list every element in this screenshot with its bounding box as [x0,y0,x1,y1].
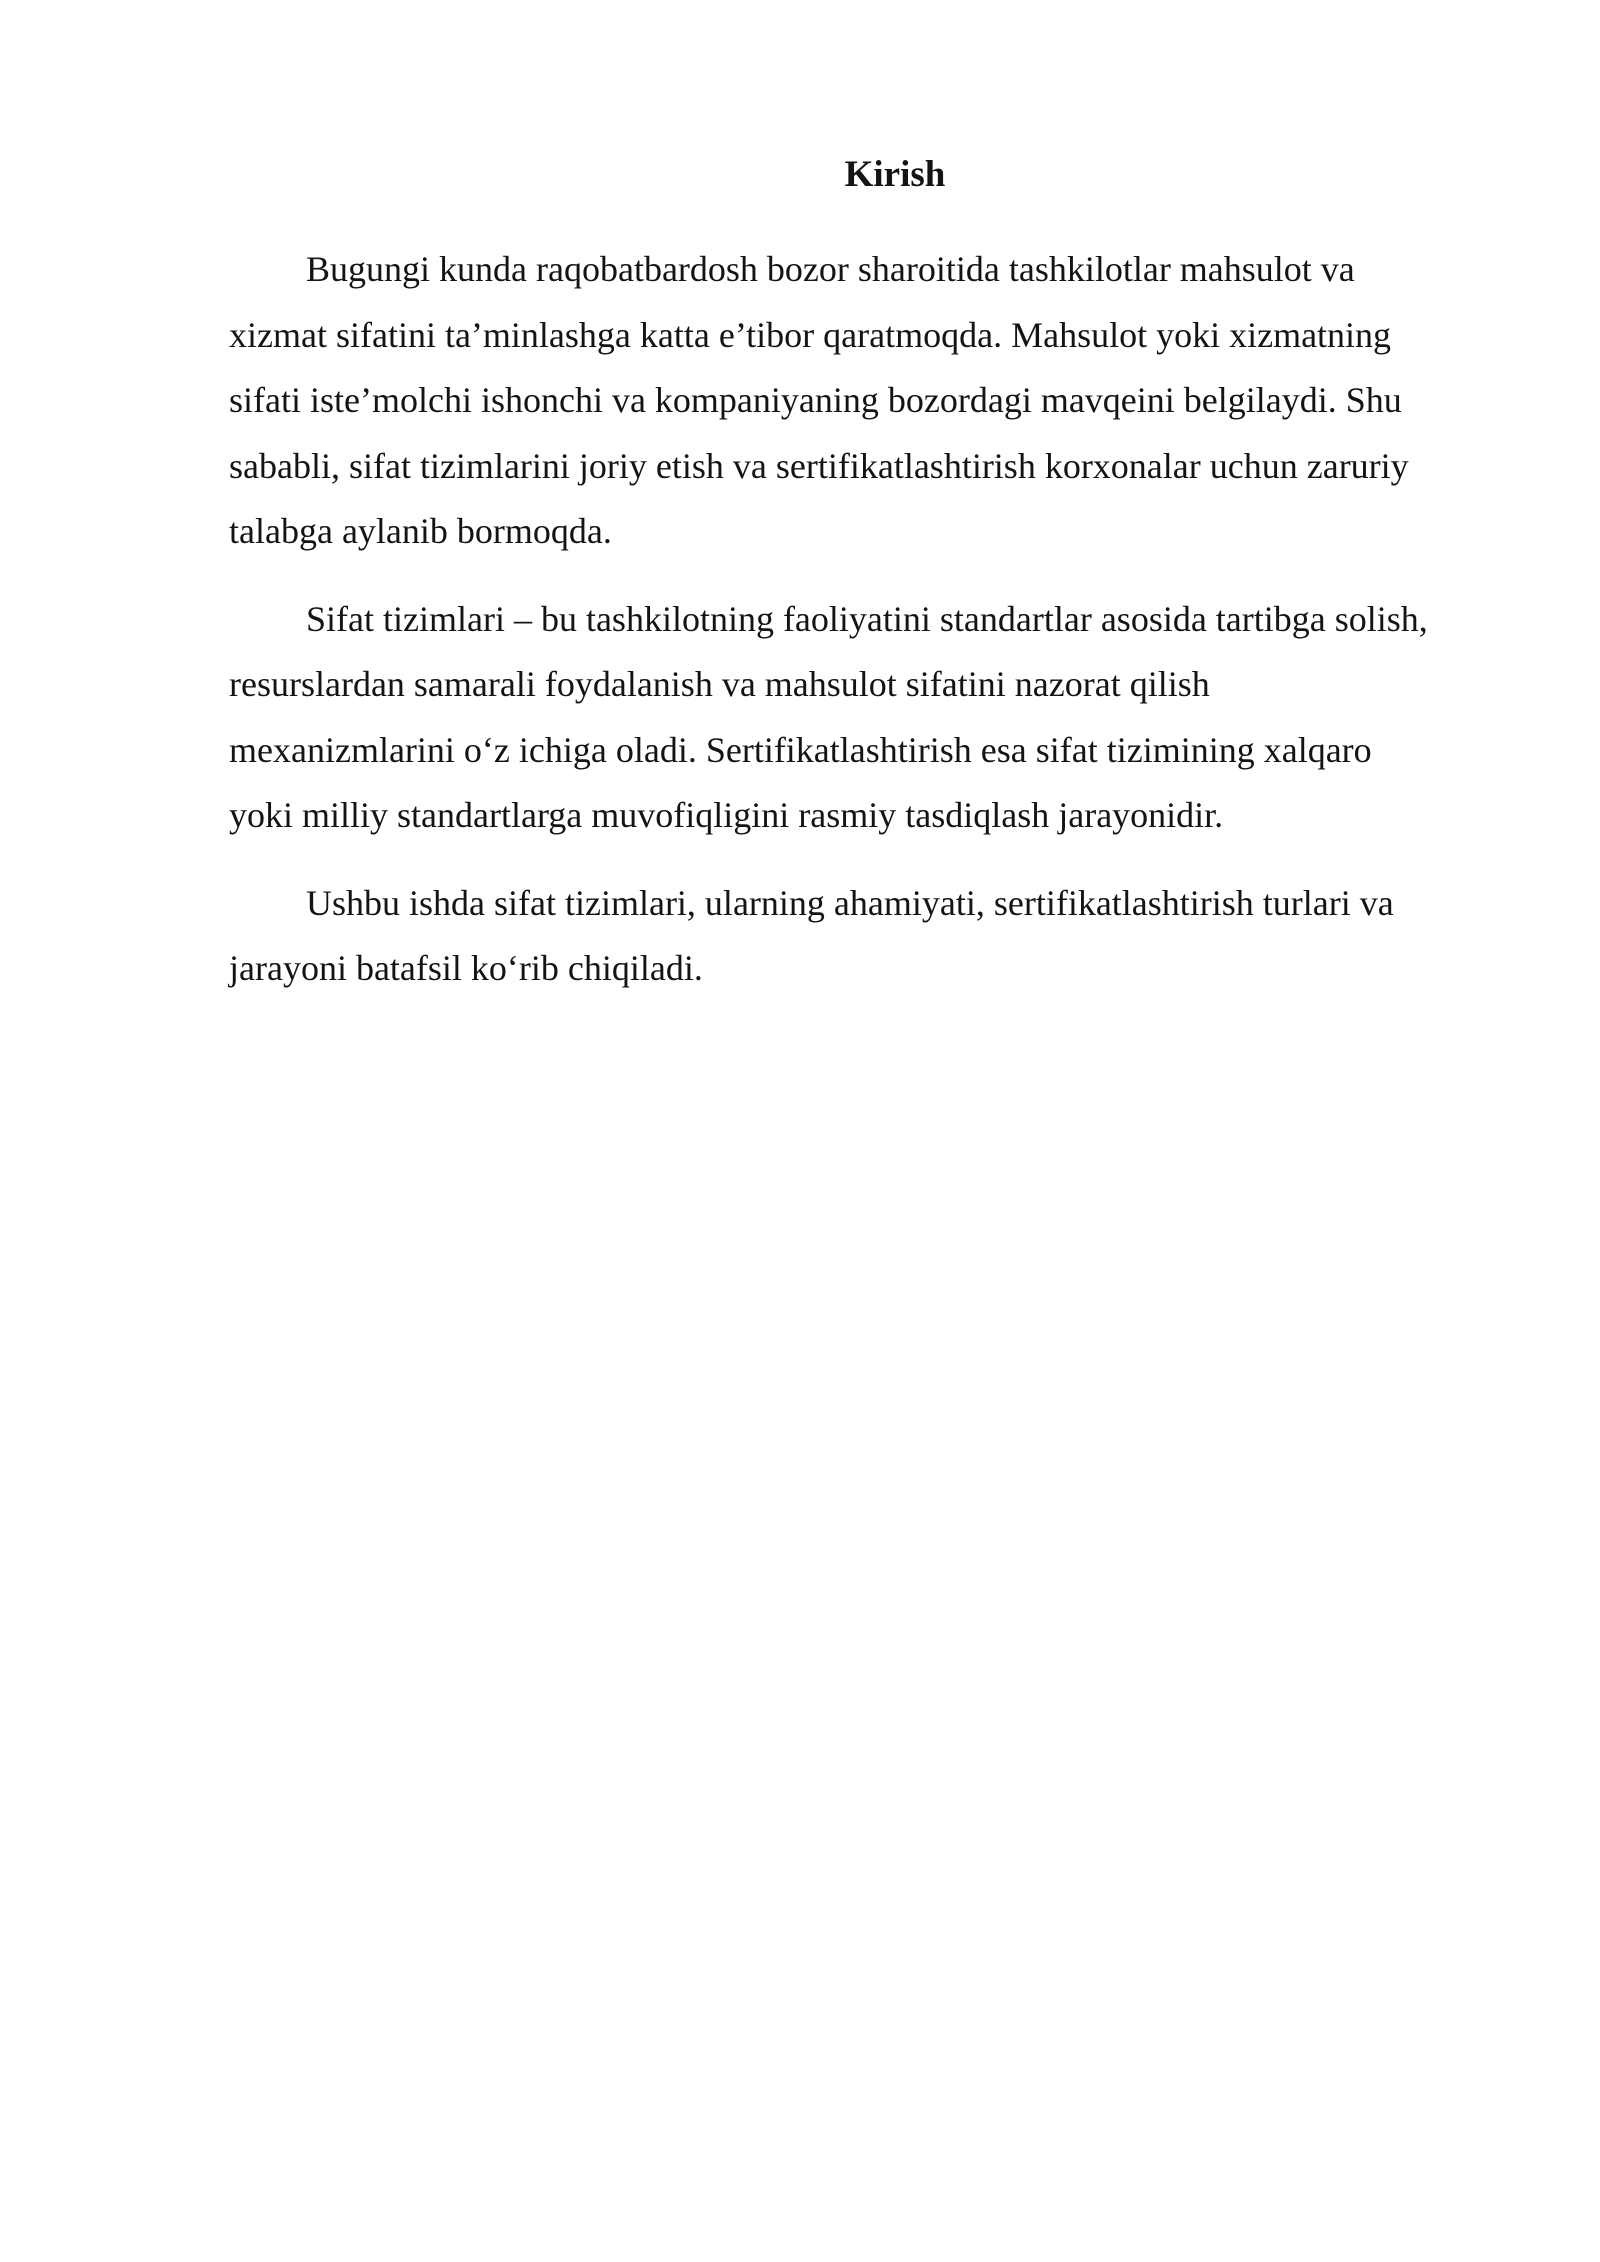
paragraph-line: sifati iste’molchi ishonchi va kompaniyaning bozordagi mavqeini belgilaydi. Shu [229,380,1402,420]
paragraph-line: xizmat sifatini ta’minlashga katta e’tibor qaratmoqda. Mahsulot yoki xizmatning [229,314,1392,355]
paragraph-line: resurslardan samarali foydalanish va mahsulot sifatini nazorat qilish [229,664,1210,704]
section-heading: Kirish [844,154,946,195]
paragraph-line: mexanizmlarini o‘z ichiga oladi. Sertifikatlashtirish esa sifat tizimining xalqaro [229,729,1372,770]
paragraph-line: yoki milliy standartlarga muvofiqligini rasmiy tasdiqlash jarayonidir. [229,795,1224,835]
paragraph-line: Ushbu ishda sifat tizimlari, ularning ahamiyati, sertifikatlashtirish turlari va [306,882,1394,923]
paragraph-line: jarayoni batafsil ko‘rib chiqiladi. [229,948,703,988]
paragraph-line: Bugungi kunda raqobatbardosh bozor sharoitida tashkilotlar mahsulot va [306,249,1355,289]
paragraph-2 [229,587,1491,849]
paragraph-3 [229,871,1491,1002]
paragraph-1 [229,237,1491,565]
paragraph-line: sababli, sifat tizimlarini joriy etish va sertifikatlashtirish korxonalar uchun zaruriy [229,445,1409,486]
body-text [229,237,1491,1024]
paragraph-line: talabga aylanib bormoqda. [229,511,612,551]
paragraph-line: Sifat tizimlari – bu tashkilotning faoliyatini standartlar asosida tartibga solish, [306,598,1428,639]
